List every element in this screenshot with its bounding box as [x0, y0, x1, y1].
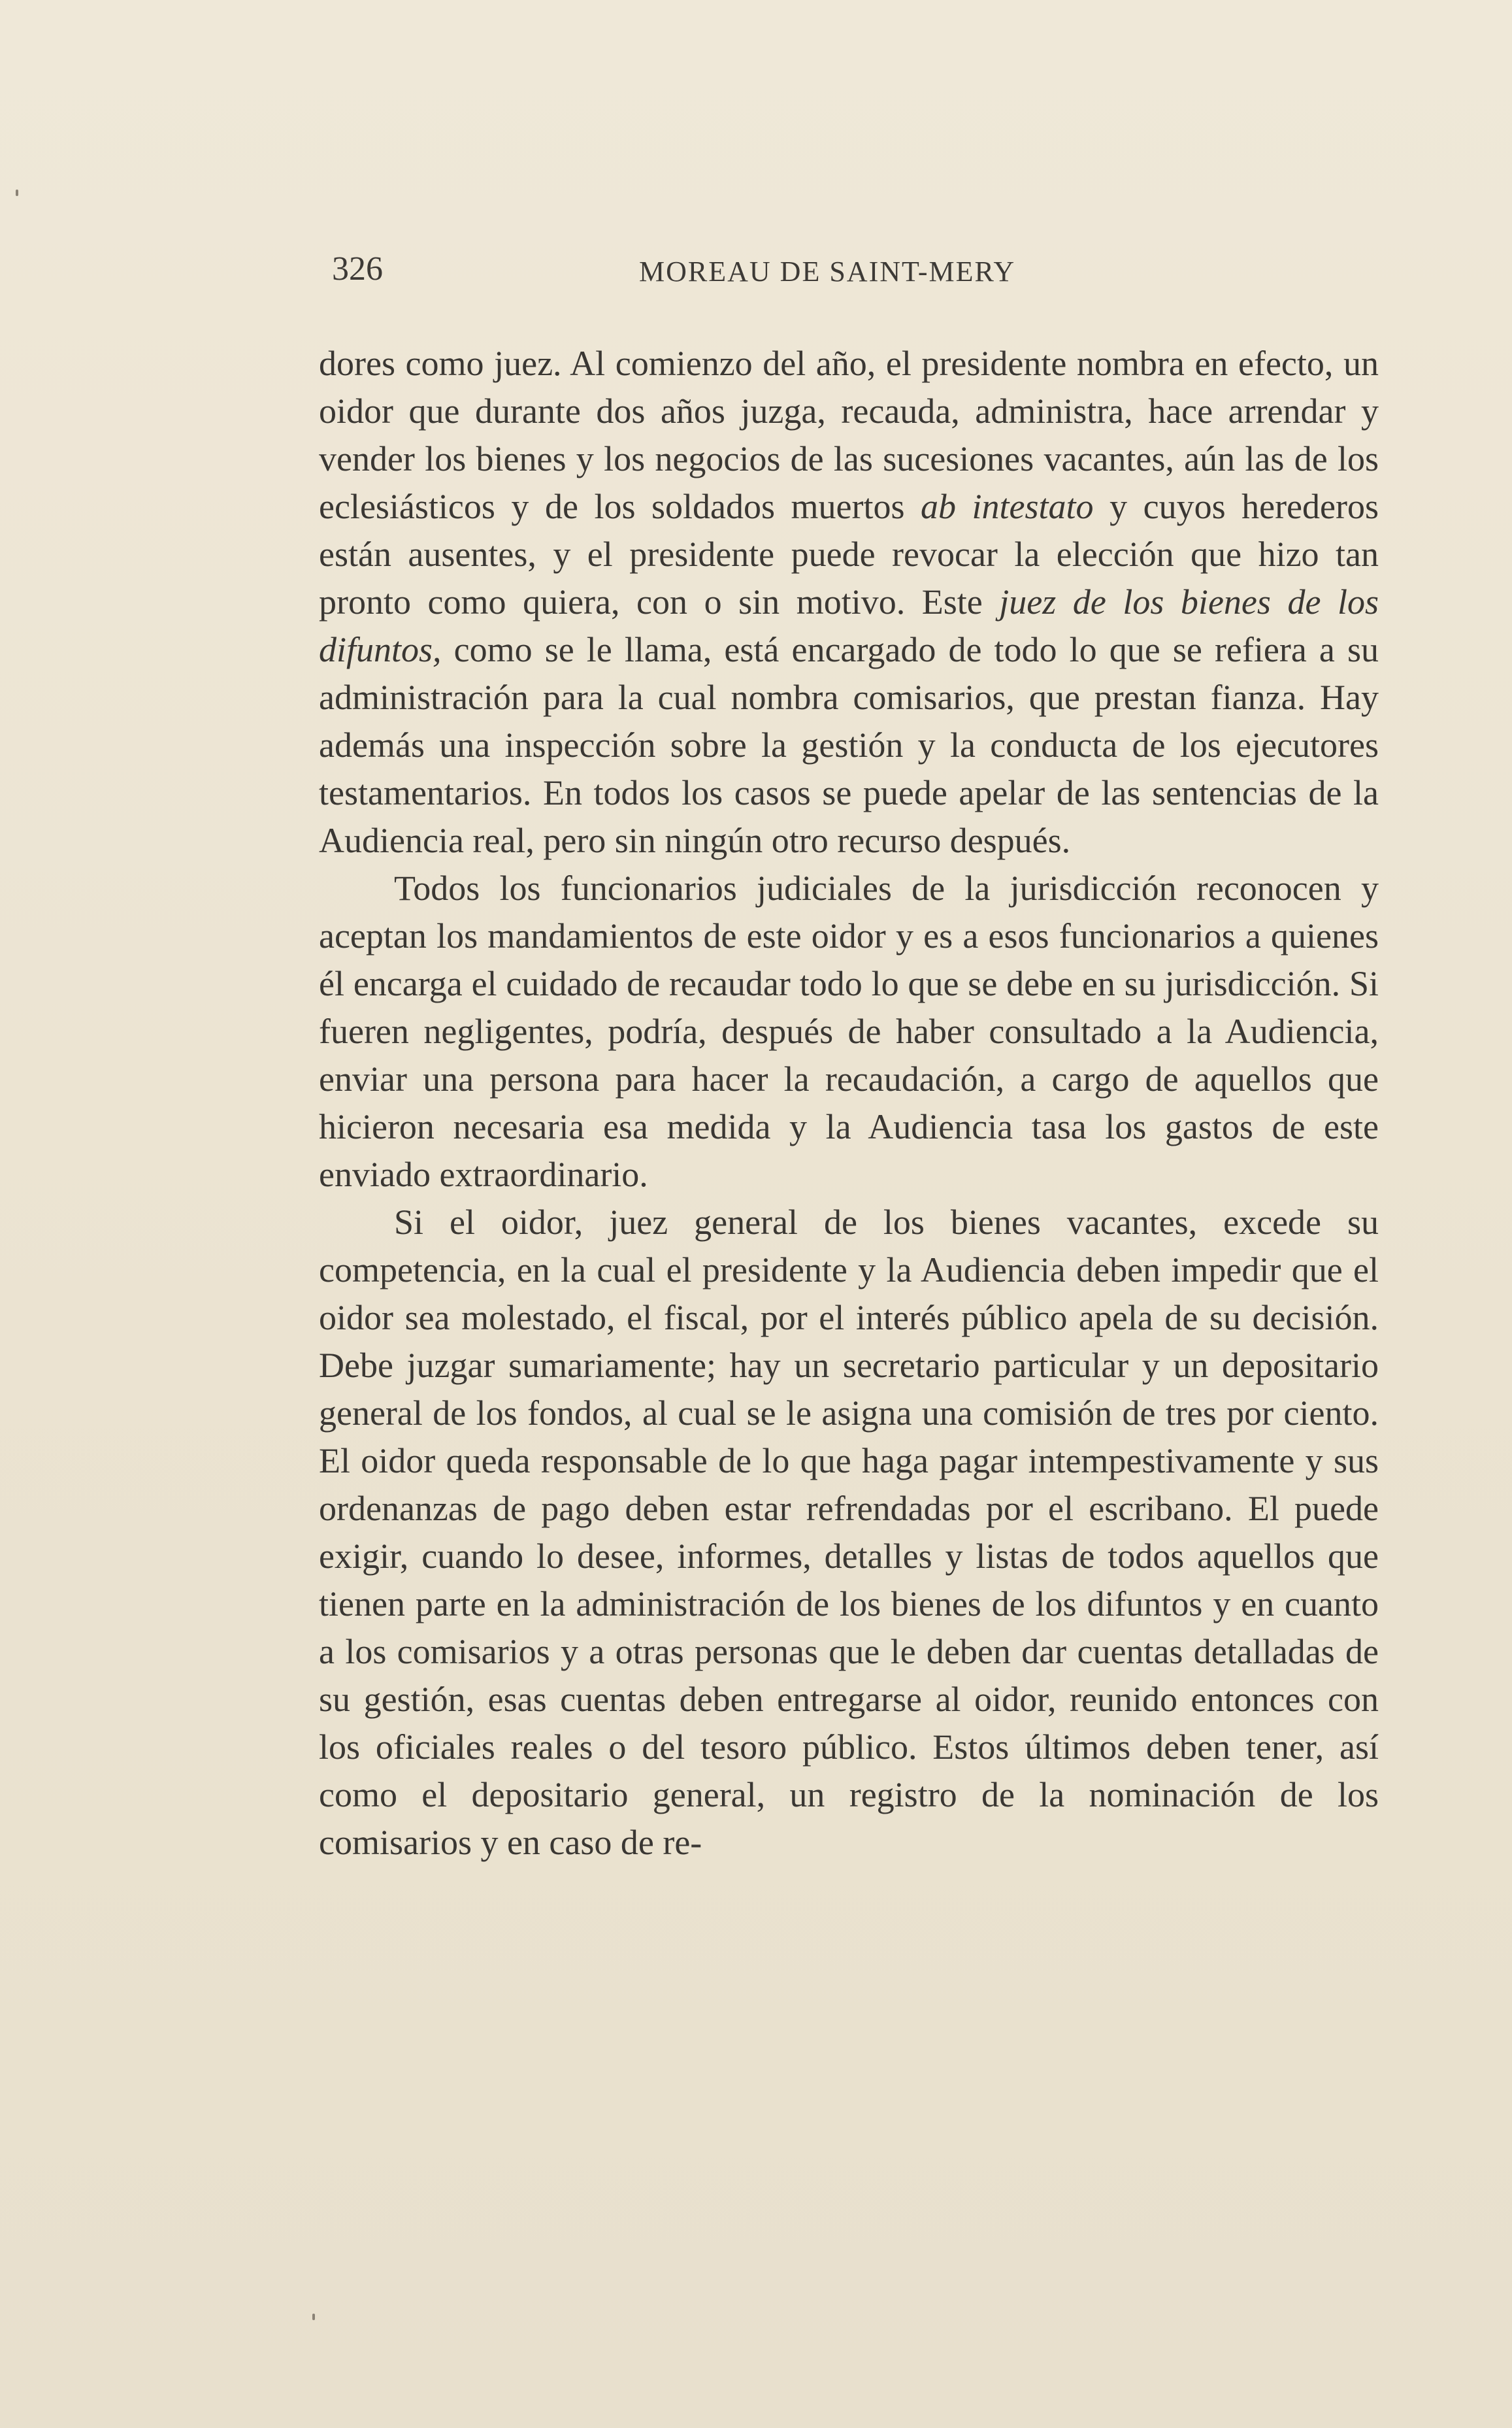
italic-span: ab intestato	[921, 487, 1094, 526]
text-span: como se le llama, está encargado de todo lo que se refiera a su administración para la cual nombra comisarios, que prestan fianza. Hay además una inspección sobre la gestión y la conducta de los ejecutores testamentarios. En todos los casos se puede apelar de las sentencias de la Audiencia real, pero sin ningún otro recurso después.	[319, 630, 1379, 860]
text-span: Si el oidor, juez general de los bienes vacantes, excede su competencia, en la cual el presidente y la Audiencia deben impedir que el oidor sea molestado, el fiscal, por el interés público apela de su decisión. Debe juzgar sumariamente; hay un secretario particular y un depositario general de los fondos, al cual se le asigna una comisión de tres por ciento. El oidor queda responsable de lo que haga pagar intempestivamente y sus ordenanzas de pago deben estar refrendadas por el escribano. El puede exigir, cuando lo desee, informes, detalles y listas de todos aquellos que tienen parte en la administración de los bienes de los difuntos y en cuanto a los comisarios y a otras personas que le deben dar cuentas detalladas de su gestión, esas cuentas deben entregarse al oidor, reunido entonces con los oficiales reales o del tesoro público. Estos últimos deben tener, así como el depositario general, un registro de la nominación de los comisarios y en caso de re-	[319, 1203, 1379, 1862]
paper-speck	[16, 190, 18, 196]
page-number: 326	[332, 250, 383, 288]
paragraph	[319, 865, 1379, 1199]
text-span: y cuyos herederos están ausentes, y el presidente puede revocar la elección que hizo tan pronto como quiera, con o sin motivo. Este	[319, 487, 1379, 622]
running-head	[332, 243, 1377, 295]
text-span: Todos los funcionarios judiciales de la jurisdicción reconocen y aceptan los mandamientos de este oidor y es a esos funcionarios a quienes él encarga el cuidado de recaudar todo lo que se debe en su jurisdicción. Si fueren negligentes, podría, después de haber consultado a la Audiencia, enviar una persona para hacer la recaudación, a cargo de aquellos que hicieron necesaria esa medida y la Audiencia tasa los gastos de este enviado extraordinario.	[319, 869, 1379, 1194]
text-span: dores como juez. Al comienzo del año, el presidente nombra en efecto, un oidor que durante dos años juzga, recauda, administra, hace arrendar y vender los bienes y los negocios de las sucesiones vacantes, aún las de los eclesiásticos y de los soldados muertos	[319, 344, 1379, 526]
body-text	[319, 340, 1379, 1867]
paragraph	[319, 1199, 1379, 1867]
paper-speck	[312, 2314, 315, 2320]
italic-span: juez de los bienes de los difuntos,	[319, 582, 1379, 669]
running-title: MOREAU DE SAINT-MERY	[639, 256, 1016, 288]
paragraph	[319, 340, 1379, 865]
